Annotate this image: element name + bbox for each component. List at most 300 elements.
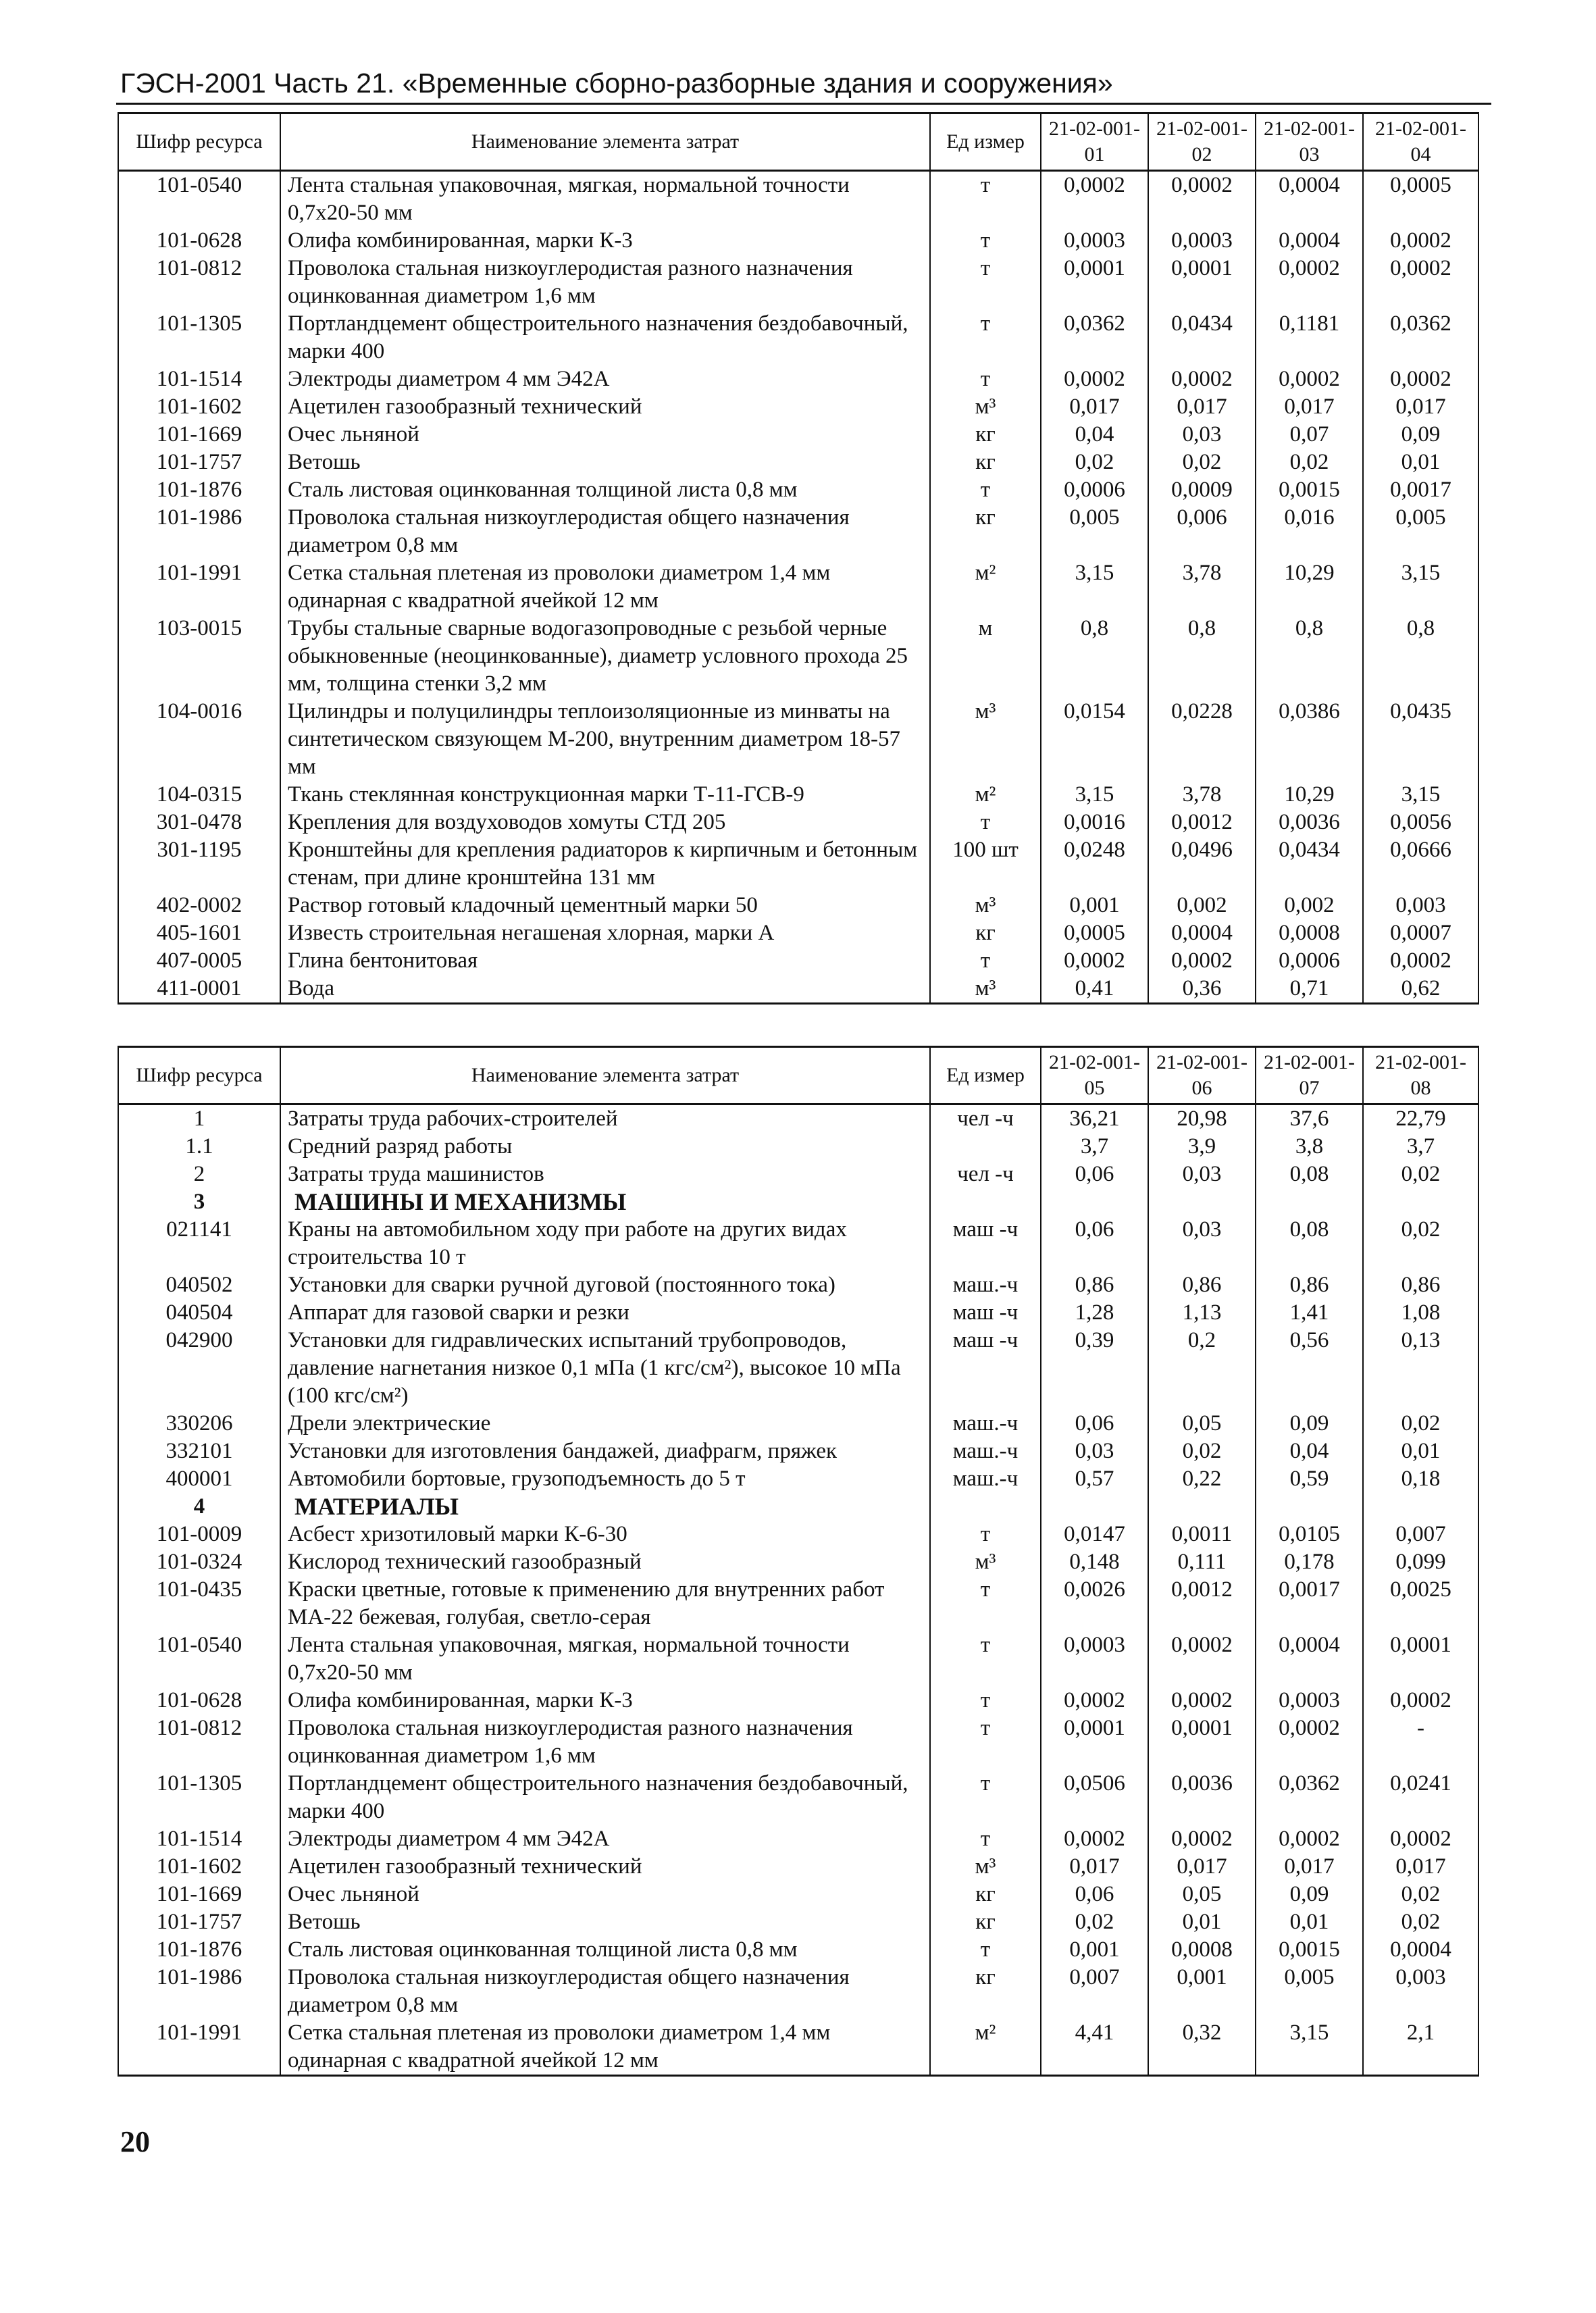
unit-cell: м³ bbox=[930, 1853, 1041, 1881]
resource-name: Затраты труда рабочих-строителей bbox=[280, 1104, 930, 1134]
resource-code: 101-0812 bbox=[118, 255, 280, 310]
value-cell: 0,0435 bbox=[1363, 698, 1478, 781]
value-cell: 0,017 bbox=[1363, 393, 1478, 421]
resource-code: 332101 bbox=[118, 1438, 280, 1465]
section-number: 3 bbox=[118, 1188, 280, 1216]
unit-cell: т bbox=[930, 947, 1041, 975]
value-cell: 0,0105 bbox=[1256, 1521, 1363, 1548]
resource-name: Ткань стеклянная конструкционная марки Т-11-ГСВ-9 bbox=[280, 781, 930, 809]
unit-cell: т bbox=[930, 1936, 1041, 1964]
resource-code: 101-0540 bbox=[118, 1631, 280, 1687]
value-cell: 0,007 bbox=[1363, 1521, 1478, 1548]
value-cell: 0,06 bbox=[1041, 1161, 1148, 1188]
header-col-1: 21-02-001-05 bbox=[1041, 1047, 1148, 1104]
unit-cell: маш.-ч bbox=[930, 1438, 1041, 1465]
resource-code: 101-0009 bbox=[118, 1521, 280, 1548]
value-cell: 0,0002 bbox=[1256, 1825, 1363, 1853]
value-cell: 3,15 bbox=[1041, 559, 1148, 615]
value-cell: 0,8 bbox=[1148, 615, 1256, 698]
table-row bbox=[118, 781, 1478, 809]
resource-name: Лента стальная упаковочная, мягкая, нормальной точности 0,7х20-50 мм bbox=[280, 1631, 930, 1687]
resource-name: Установки для изготовления бандажей, диафрагм, пряжек bbox=[280, 1438, 930, 1465]
resource-code: 103-0015 bbox=[118, 615, 280, 698]
resource-name: Ацетилен газообразный технический bbox=[280, 393, 930, 421]
resource-name: Ацетилен газообразный технический bbox=[280, 1853, 930, 1881]
value-cell: 0,0002 bbox=[1363, 1825, 1478, 1853]
unit-cell: т bbox=[930, 1825, 1041, 1853]
page-header: ГЭСН-2001 Часть 21. «Временные сборно-разборные здания и сооружения» bbox=[120, 68, 1113, 99]
value-cell: 0,016 bbox=[1256, 504, 1363, 559]
table-row bbox=[118, 809, 1478, 836]
unit-cell: маш -ч bbox=[930, 1327, 1041, 1410]
resource-code: 330206 bbox=[118, 1410, 280, 1438]
unit-cell: кг bbox=[930, 1964, 1041, 2019]
table-row bbox=[118, 1714, 1478, 1770]
table-row bbox=[118, 365, 1478, 393]
value-cell bbox=[1256, 1493, 1363, 1521]
value-cell: 0,0056 bbox=[1363, 809, 1478, 836]
resource-code: 1.1 bbox=[118, 1133, 280, 1161]
value-cell: 0,005 bbox=[1256, 1964, 1363, 2019]
value-cell: 0,0036 bbox=[1256, 809, 1363, 836]
value-cell: 0,0003 bbox=[1256, 1687, 1363, 1714]
table-row bbox=[118, 1548, 1478, 1576]
unit-cell: кг bbox=[930, 1908, 1041, 1936]
header-col-2: 21-02-001-02 bbox=[1148, 113, 1256, 171]
value-cell: 0,007 bbox=[1041, 1964, 1148, 2019]
value-cell: 0,017 bbox=[1256, 1853, 1363, 1881]
value-cell: 0,02 bbox=[1148, 1438, 1256, 1465]
resource-code: 101-1757 bbox=[118, 449, 280, 476]
value-cell: 1,41 bbox=[1256, 1299, 1363, 1327]
value-cell: 0,178 bbox=[1256, 1548, 1363, 1576]
header-code: Шифр ресурса bbox=[118, 113, 280, 171]
table-row bbox=[118, 1438, 1478, 1465]
resource-name: Лента стальная упаковочная, мягкая, нормальной точности 0,7х20-50 мм bbox=[280, 171, 930, 228]
value-cell: 0,1181 bbox=[1256, 310, 1363, 365]
resource-code: 101-1305 bbox=[118, 1770, 280, 1825]
value-cell: 0,002 bbox=[1148, 892, 1256, 919]
value-cell: 0,0228 bbox=[1148, 698, 1256, 781]
resource-name: Очес льняной bbox=[280, 1881, 930, 1908]
table-row bbox=[118, 1631, 1478, 1687]
resource-name: Краны на автомобильном ходу при работе на других видах строительства 10 т bbox=[280, 1216, 930, 1271]
resource-code: 402-0002 bbox=[118, 892, 280, 919]
header-col-1: 21-02-001-01 bbox=[1041, 113, 1148, 171]
table-row bbox=[118, 1881, 1478, 1908]
unit-cell: маш -ч bbox=[930, 1216, 1041, 1271]
resource-name: Ветошь bbox=[280, 1908, 930, 1936]
value-cell: 0,099 bbox=[1363, 1548, 1478, 1576]
value-cell: 0,01 bbox=[1256, 1908, 1363, 1936]
value-cell: 0,0003 bbox=[1041, 1631, 1148, 1687]
value-cell: 0,0241 bbox=[1363, 1770, 1478, 1825]
value-cell: 0,0362 bbox=[1256, 1770, 1363, 1825]
table-row bbox=[118, 975, 1478, 1004]
resource-name: Олифа комбинированная, марки К-3 bbox=[280, 227, 930, 255]
resource-code: 405-1601 bbox=[118, 919, 280, 947]
resource-name: Вода bbox=[280, 975, 930, 1004]
resource-code: 1 bbox=[118, 1104, 280, 1134]
value-cell: 3,15 bbox=[1363, 781, 1478, 809]
resource-name: Средний разряд работы bbox=[280, 1133, 930, 1161]
value-cell bbox=[1363, 1493, 1478, 1521]
value-cell: 0,02 bbox=[1363, 1908, 1478, 1936]
resource-code: 101-1305 bbox=[118, 310, 280, 365]
unit-cell: т bbox=[930, 1714, 1041, 1770]
table-row bbox=[118, 504, 1478, 559]
unit-cell: кг bbox=[930, 919, 1041, 947]
resource-name: Асбест хризотиловый марки К-6-30 bbox=[280, 1521, 930, 1548]
value-cell: 0,04 bbox=[1256, 1438, 1363, 1465]
resource-code: 101-1669 bbox=[118, 1881, 280, 1908]
value-cell: 0,41 bbox=[1041, 975, 1148, 1004]
table-row bbox=[118, 255, 1478, 310]
value-cell: 0,02 bbox=[1148, 449, 1256, 476]
header-unit: Ед измер bbox=[930, 113, 1041, 171]
resource-code: 101-1986 bbox=[118, 504, 280, 559]
table-row bbox=[118, 310, 1478, 365]
value-cell: 0,001 bbox=[1041, 892, 1148, 919]
resource-name: Краски цветные, готовые к применению для внутренних работ МА-22 бежевая, голубая, светло-серая bbox=[280, 1576, 930, 1631]
unit-cell bbox=[930, 1188, 1041, 1216]
resource-name: Проволока стальная низкоуглеродистая разного назначения оцинкованная диаметром 1,6 мм bbox=[280, 255, 930, 310]
value-cell: 0,0002 bbox=[1363, 365, 1478, 393]
value-cell: 0,0002 bbox=[1041, 171, 1148, 228]
resource-code: 101-1991 bbox=[118, 559, 280, 615]
value-cell: 0,03 bbox=[1041, 1438, 1148, 1465]
header-code: Шифр ресурса bbox=[118, 1047, 280, 1104]
resource-code: 104-0016 bbox=[118, 698, 280, 781]
value-cell: 0,0434 bbox=[1256, 836, 1363, 892]
value-cell: 0,0147 bbox=[1041, 1521, 1148, 1548]
value-cell: 0,0248 bbox=[1041, 836, 1148, 892]
table-row bbox=[118, 1908, 1478, 1936]
value-cell: 0,02 bbox=[1363, 1881, 1478, 1908]
unit-cell: чел -ч bbox=[930, 1161, 1041, 1188]
value-cell: 0,0002 bbox=[1148, 1631, 1256, 1687]
value-cell: 0,05 bbox=[1148, 1410, 1256, 1438]
value-cell: 0,0002 bbox=[1041, 947, 1148, 975]
header-name: Наименование элемента затрат bbox=[280, 113, 930, 171]
resource-name: Электроды диаметром 4 мм Э42А bbox=[280, 365, 930, 393]
unit-cell: м³ bbox=[930, 393, 1041, 421]
unit-cell: чел -ч bbox=[930, 1104, 1041, 1134]
resource-code: 101-0628 bbox=[118, 227, 280, 255]
table-row bbox=[118, 1825, 1478, 1853]
value-cell: 0,0011 bbox=[1148, 1521, 1256, 1548]
value-cell: 0,0386 bbox=[1256, 698, 1363, 781]
table-row bbox=[118, 1936, 1478, 1964]
header-col-4: 21-02-001-04 bbox=[1363, 113, 1478, 171]
resource-name: Цилиндры и полуцилиндры теплоизоляционные из минваты на синтетическом связующем М-200, внутренним диаметром 18-57 мм bbox=[280, 698, 930, 781]
value-cell: 0,08 bbox=[1256, 1216, 1363, 1271]
value-cell: 0,111 bbox=[1148, 1548, 1256, 1576]
value-cell: 0,017 bbox=[1041, 1853, 1148, 1881]
value-cell: 0,06 bbox=[1041, 1216, 1148, 1271]
value-cell bbox=[1148, 1188, 1256, 1216]
value-cell: 0,09 bbox=[1363, 421, 1478, 449]
value-cell: 0,18 bbox=[1363, 1465, 1478, 1493]
resource-code: 101-1514 bbox=[118, 1825, 280, 1853]
unit-cell: кг bbox=[930, 421, 1041, 449]
resource-table-1 bbox=[118, 112, 1479, 1005]
value-cell: 0,017 bbox=[1041, 393, 1148, 421]
resource-name: Сетка стальная плетеная из проволоки диаметром 1,4 мм одинарная с квадратной ячейкой 12 мм bbox=[280, 559, 930, 615]
section-title: МАТЕРИАЛЫ bbox=[280, 1493, 930, 1521]
unit-cell: т bbox=[930, 1770, 1041, 1825]
unit-cell: т bbox=[930, 1521, 1041, 1548]
value-cell: 0,003 bbox=[1363, 892, 1478, 919]
value-cell: 10,29 bbox=[1256, 559, 1363, 615]
value-cell: 0,07 bbox=[1256, 421, 1363, 449]
unit-cell: м² bbox=[930, 559, 1041, 615]
value-cell: 0,0434 bbox=[1148, 310, 1256, 365]
unit-cell: м² bbox=[930, 781, 1041, 809]
resource-name: Сталь листовая оцинкованная толщиной листа 0,8 мм bbox=[280, 1936, 930, 1964]
unit-cell: т bbox=[930, 1631, 1041, 1687]
value-cell: 0,06 bbox=[1041, 1881, 1148, 1908]
value-cell bbox=[1041, 1188, 1148, 1216]
resource-code: 101-1514 bbox=[118, 365, 280, 393]
value-cell: 0,0002 bbox=[1148, 947, 1256, 975]
value-cell bbox=[1256, 1188, 1363, 1216]
table-row bbox=[118, 1327, 1478, 1410]
value-cell: 0,0017 bbox=[1363, 476, 1478, 504]
resource-name: Кронштейны для крепления радиаторов к кирпичным и бетонным стенам, при длине кронштейна 131 мм bbox=[280, 836, 930, 892]
value-cell: 20,98 bbox=[1148, 1104, 1256, 1134]
resource-code: 101-0435 bbox=[118, 1576, 280, 1631]
value-cell: 0,0004 bbox=[1256, 227, 1363, 255]
value-cell: 0,62 bbox=[1363, 975, 1478, 1004]
resource-code: 101-1991 bbox=[118, 2019, 280, 2076]
unit-cell: м³ bbox=[930, 698, 1041, 781]
table-header-row bbox=[118, 113, 1478, 171]
unit-cell: кг bbox=[930, 1881, 1041, 1908]
value-cell: 0,017 bbox=[1363, 1853, 1478, 1881]
resource-name: Кислород технический газообразный bbox=[280, 1548, 930, 1576]
value-cell: 0,01 bbox=[1363, 449, 1478, 476]
value-cell: 0,0002 bbox=[1148, 365, 1256, 393]
value-cell: 0,0002 bbox=[1256, 1714, 1363, 1770]
value-cell: 0,0002 bbox=[1363, 227, 1478, 255]
resource-code: 301-0478 bbox=[118, 809, 280, 836]
value-cell: 0,0009 bbox=[1148, 476, 1256, 504]
value-cell: 0,002 bbox=[1256, 892, 1363, 919]
resource-code: 021141 bbox=[118, 1216, 280, 1271]
value-cell: 0,13 bbox=[1363, 1327, 1478, 1410]
value-cell: 0,0004 bbox=[1256, 171, 1363, 228]
resource-code: 400001 bbox=[118, 1465, 280, 1493]
header-col-4: 21-02-001-08 bbox=[1363, 1047, 1478, 1104]
value-cell: 0,0015 bbox=[1256, 1936, 1363, 1964]
value-cell: 0,03 bbox=[1148, 1216, 1256, 1271]
value-cell: 0,57 bbox=[1041, 1465, 1148, 1493]
value-cell: 0,0008 bbox=[1256, 919, 1363, 947]
value-cell: 0,0666 bbox=[1363, 836, 1478, 892]
resource-name: Олифа комбинированная, марки К-3 bbox=[280, 1687, 930, 1714]
value-cell: 0,03 bbox=[1148, 1161, 1256, 1188]
value-cell: - bbox=[1363, 1714, 1478, 1770]
resource-name: Аппарат для газовой сварки и резки bbox=[280, 1299, 930, 1327]
table-row bbox=[118, 1410, 1478, 1438]
value-cell: 0,22 bbox=[1148, 1465, 1256, 1493]
resource-code: 101-0628 bbox=[118, 1687, 280, 1714]
value-cell: 0,0004 bbox=[1148, 919, 1256, 947]
value-cell: 0,03 bbox=[1148, 421, 1256, 449]
resource-code: 2 bbox=[118, 1161, 280, 1188]
value-cell: 0,09 bbox=[1256, 1410, 1363, 1438]
value-cell: 0,005 bbox=[1363, 504, 1478, 559]
unit-cell: т bbox=[930, 365, 1041, 393]
table-row bbox=[118, 1133, 1478, 1161]
resource-name: Портландцемент общестроительного назначения бездобавочный, марки 400 bbox=[280, 1770, 930, 1825]
value-cell: 3,9 bbox=[1148, 1133, 1256, 1161]
unit-cell: т bbox=[930, 809, 1041, 836]
value-cell: 0,86 bbox=[1148, 1271, 1256, 1299]
table-row bbox=[118, 892, 1478, 919]
resource-code: 040504 bbox=[118, 1299, 280, 1327]
resource-code: 101-1757 bbox=[118, 1908, 280, 1936]
value-cell: 0,32 bbox=[1148, 2019, 1256, 2076]
value-cell: 0,86 bbox=[1256, 1271, 1363, 1299]
value-cell: 0,0004 bbox=[1363, 1936, 1478, 1964]
value-cell: 10,29 bbox=[1256, 781, 1363, 809]
value-cell: 0,0001 bbox=[1363, 1631, 1478, 1687]
resource-name: Проволока стальная низкоуглеродистая общего назначения диаметром 0,8 мм bbox=[280, 1964, 930, 2019]
value-cell: 3,7 bbox=[1041, 1133, 1148, 1161]
value-cell: 3,8 bbox=[1256, 1133, 1363, 1161]
resource-code: 042900 bbox=[118, 1327, 280, 1410]
value-cell: 0,2 bbox=[1148, 1327, 1256, 1410]
value-cell: 0,0496 bbox=[1148, 836, 1256, 892]
value-cell: 22,79 bbox=[1363, 1104, 1478, 1134]
value-cell: 0,0017 bbox=[1256, 1576, 1363, 1631]
value-cell: 3,78 bbox=[1148, 559, 1256, 615]
unit-cell: м bbox=[930, 615, 1041, 698]
value-cell: 0,8 bbox=[1041, 615, 1148, 698]
value-cell: 0,0003 bbox=[1041, 227, 1148, 255]
resource-name: Известь строительная негашеная хлорная, марки А bbox=[280, 919, 930, 947]
resource-name: Портландцемент общестроительного назначения бездобавочный, марки 400 bbox=[280, 310, 930, 365]
value-cell: 3,15 bbox=[1041, 781, 1148, 809]
value-cell: 0,017 bbox=[1148, 393, 1256, 421]
table-row bbox=[118, 1216, 1478, 1271]
table-row bbox=[118, 2019, 1478, 2076]
resource-code: 101-1669 bbox=[118, 421, 280, 449]
table-row bbox=[118, 1188, 1478, 1216]
value-cell: 0,08 bbox=[1256, 1161, 1363, 1188]
value-cell: 0,0362 bbox=[1363, 310, 1478, 365]
value-cell: 0,0002 bbox=[1363, 255, 1478, 310]
table-header-row bbox=[118, 1047, 1478, 1104]
value-cell: 0,0025 bbox=[1363, 1576, 1478, 1631]
table-row bbox=[118, 1576, 1478, 1631]
header-rule bbox=[116, 103, 1491, 105]
resource-code: 301-1195 bbox=[118, 836, 280, 892]
header-col-3: 21-02-001-07 bbox=[1256, 1047, 1363, 1104]
value-cell bbox=[1148, 1493, 1256, 1521]
table-row bbox=[118, 1271, 1478, 1299]
resource-table-2 bbox=[118, 1046, 1479, 2077]
value-cell: 0,0012 bbox=[1148, 1576, 1256, 1631]
unit-cell: кг bbox=[930, 449, 1041, 476]
value-cell: 0,02 bbox=[1363, 1161, 1478, 1188]
value-cell: 0,017 bbox=[1256, 393, 1363, 421]
table-row bbox=[118, 393, 1478, 421]
unit-cell: т bbox=[930, 476, 1041, 504]
unit-cell: м³ bbox=[930, 975, 1041, 1004]
resource-name: Сталь листовая оцинкованная толщиной листа 0,8 мм bbox=[280, 476, 930, 504]
value-cell: 0,0002 bbox=[1148, 171, 1256, 228]
value-cell: 0,01 bbox=[1148, 1908, 1256, 1936]
table-row bbox=[118, 227, 1478, 255]
unit-cell: м³ bbox=[930, 1548, 1041, 1576]
value-cell: 0,02 bbox=[1041, 449, 1148, 476]
value-cell: 0,01 bbox=[1363, 1438, 1478, 1465]
value-cell: 0,71 bbox=[1256, 975, 1363, 1004]
value-cell: 0,017 bbox=[1148, 1853, 1256, 1881]
resource-code: 407-0005 bbox=[118, 947, 280, 975]
table-row bbox=[118, 449, 1478, 476]
value-cell: 0,148 bbox=[1041, 1548, 1148, 1576]
resource-name: Раствор готовый кладочный цементный марки 50 bbox=[280, 892, 930, 919]
unit-cell: т bbox=[930, 171, 1041, 228]
resource-code: 101-1876 bbox=[118, 1936, 280, 1964]
value-cell: 0,0026 bbox=[1041, 1576, 1148, 1631]
value-cell: 0,0362 bbox=[1041, 310, 1148, 365]
value-cell: 0,0002 bbox=[1041, 1687, 1148, 1714]
section-title: МАШИНЫ И МЕХАНИЗМЫ bbox=[280, 1188, 930, 1216]
resource-name: Проволока стальная низкоуглеродистая разного назначения оцинкованная диаметром 1,6 мм bbox=[280, 1714, 930, 1770]
unit-cell: маш.-ч bbox=[930, 1465, 1041, 1493]
value-cell: 37,6 bbox=[1256, 1104, 1363, 1134]
table-row bbox=[118, 1770, 1478, 1825]
value-cell: 0,86 bbox=[1363, 1271, 1478, 1299]
value-cell: 0,0001 bbox=[1148, 255, 1256, 310]
value-cell bbox=[1041, 1493, 1148, 1521]
value-cell: 0,0016 bbox=[1041, 809, 1148, 836]
value-cell: 0,0006 bbox=[1041, 476, 1148, 504]
value-cell: 0,0003 bbox=[1148, 227, 1256, 255]
resource-code: 104-0315 bbox=[118, 781, 280, 809]
value-cell: 0,0007 bbox=[1363, 919, 1478, 947]
table-row bbox=[118, 476, 1478, 504]
resource-name: Установки для гидравлических испытаний трубопроводов, давление нагнетания низкое 0,1 мПа (1 кгс/см²), высокое 10 мПа (100 кгс/см²) bbox=[280, 1327, 930, 1410]
unit-cell: кг bbox=[930, 504, 1041, 559]
value-cell: 0,59 bbox=[1256, 1465, 1363, 1493]
resource-name: Автомобили бортовые, грузоподъемность до 5 т bbox=[280, 1465, 930, 1493]
table-row bbox=[118, 1104, 1478, 1134]
table-row bbox=[118, 1853, 1478, 1881]
unit-cell: т bbox=[930, 227, 1041, 255]
value-cell: 0,0004 bbox=[1256, 1631, 1363, 1687]
table-row bbox=[118, 1299, 1478, 1327]
table-row bbox=[118, 919, 1478, 947]
value-cell: 3,78 bbox=[1148, 781, 1256, 809]
resource-name: Крепления для воздуховодов хомуты СТД 205 bbox=[280, 809, 930, 836]
value-cell: 0,0002 bbox=[1256, 255, 1363, 310]
unit-cell: м³ bbox=[930, 892, 1041, 919]
header-unit: Ед измер bbox=[930, 1047, 1041, 1104]
value-cell: 2,1 bbox=[1363, 2019, 1478, 2076]
table-row bbox=[118, 947, 1478, 975]
value-cell: 0,006 bbox=[1148, 504, 1256, 559]
table-row bbox=[118, 1687, 1478, 1714]
table-row bbox=[118, 1161, 1478, 1188]
resource-code: 101-1876 bbox=[118, 476, 280, 504]
value-cell bbox=[1363, 1188, 1478, 1216]
